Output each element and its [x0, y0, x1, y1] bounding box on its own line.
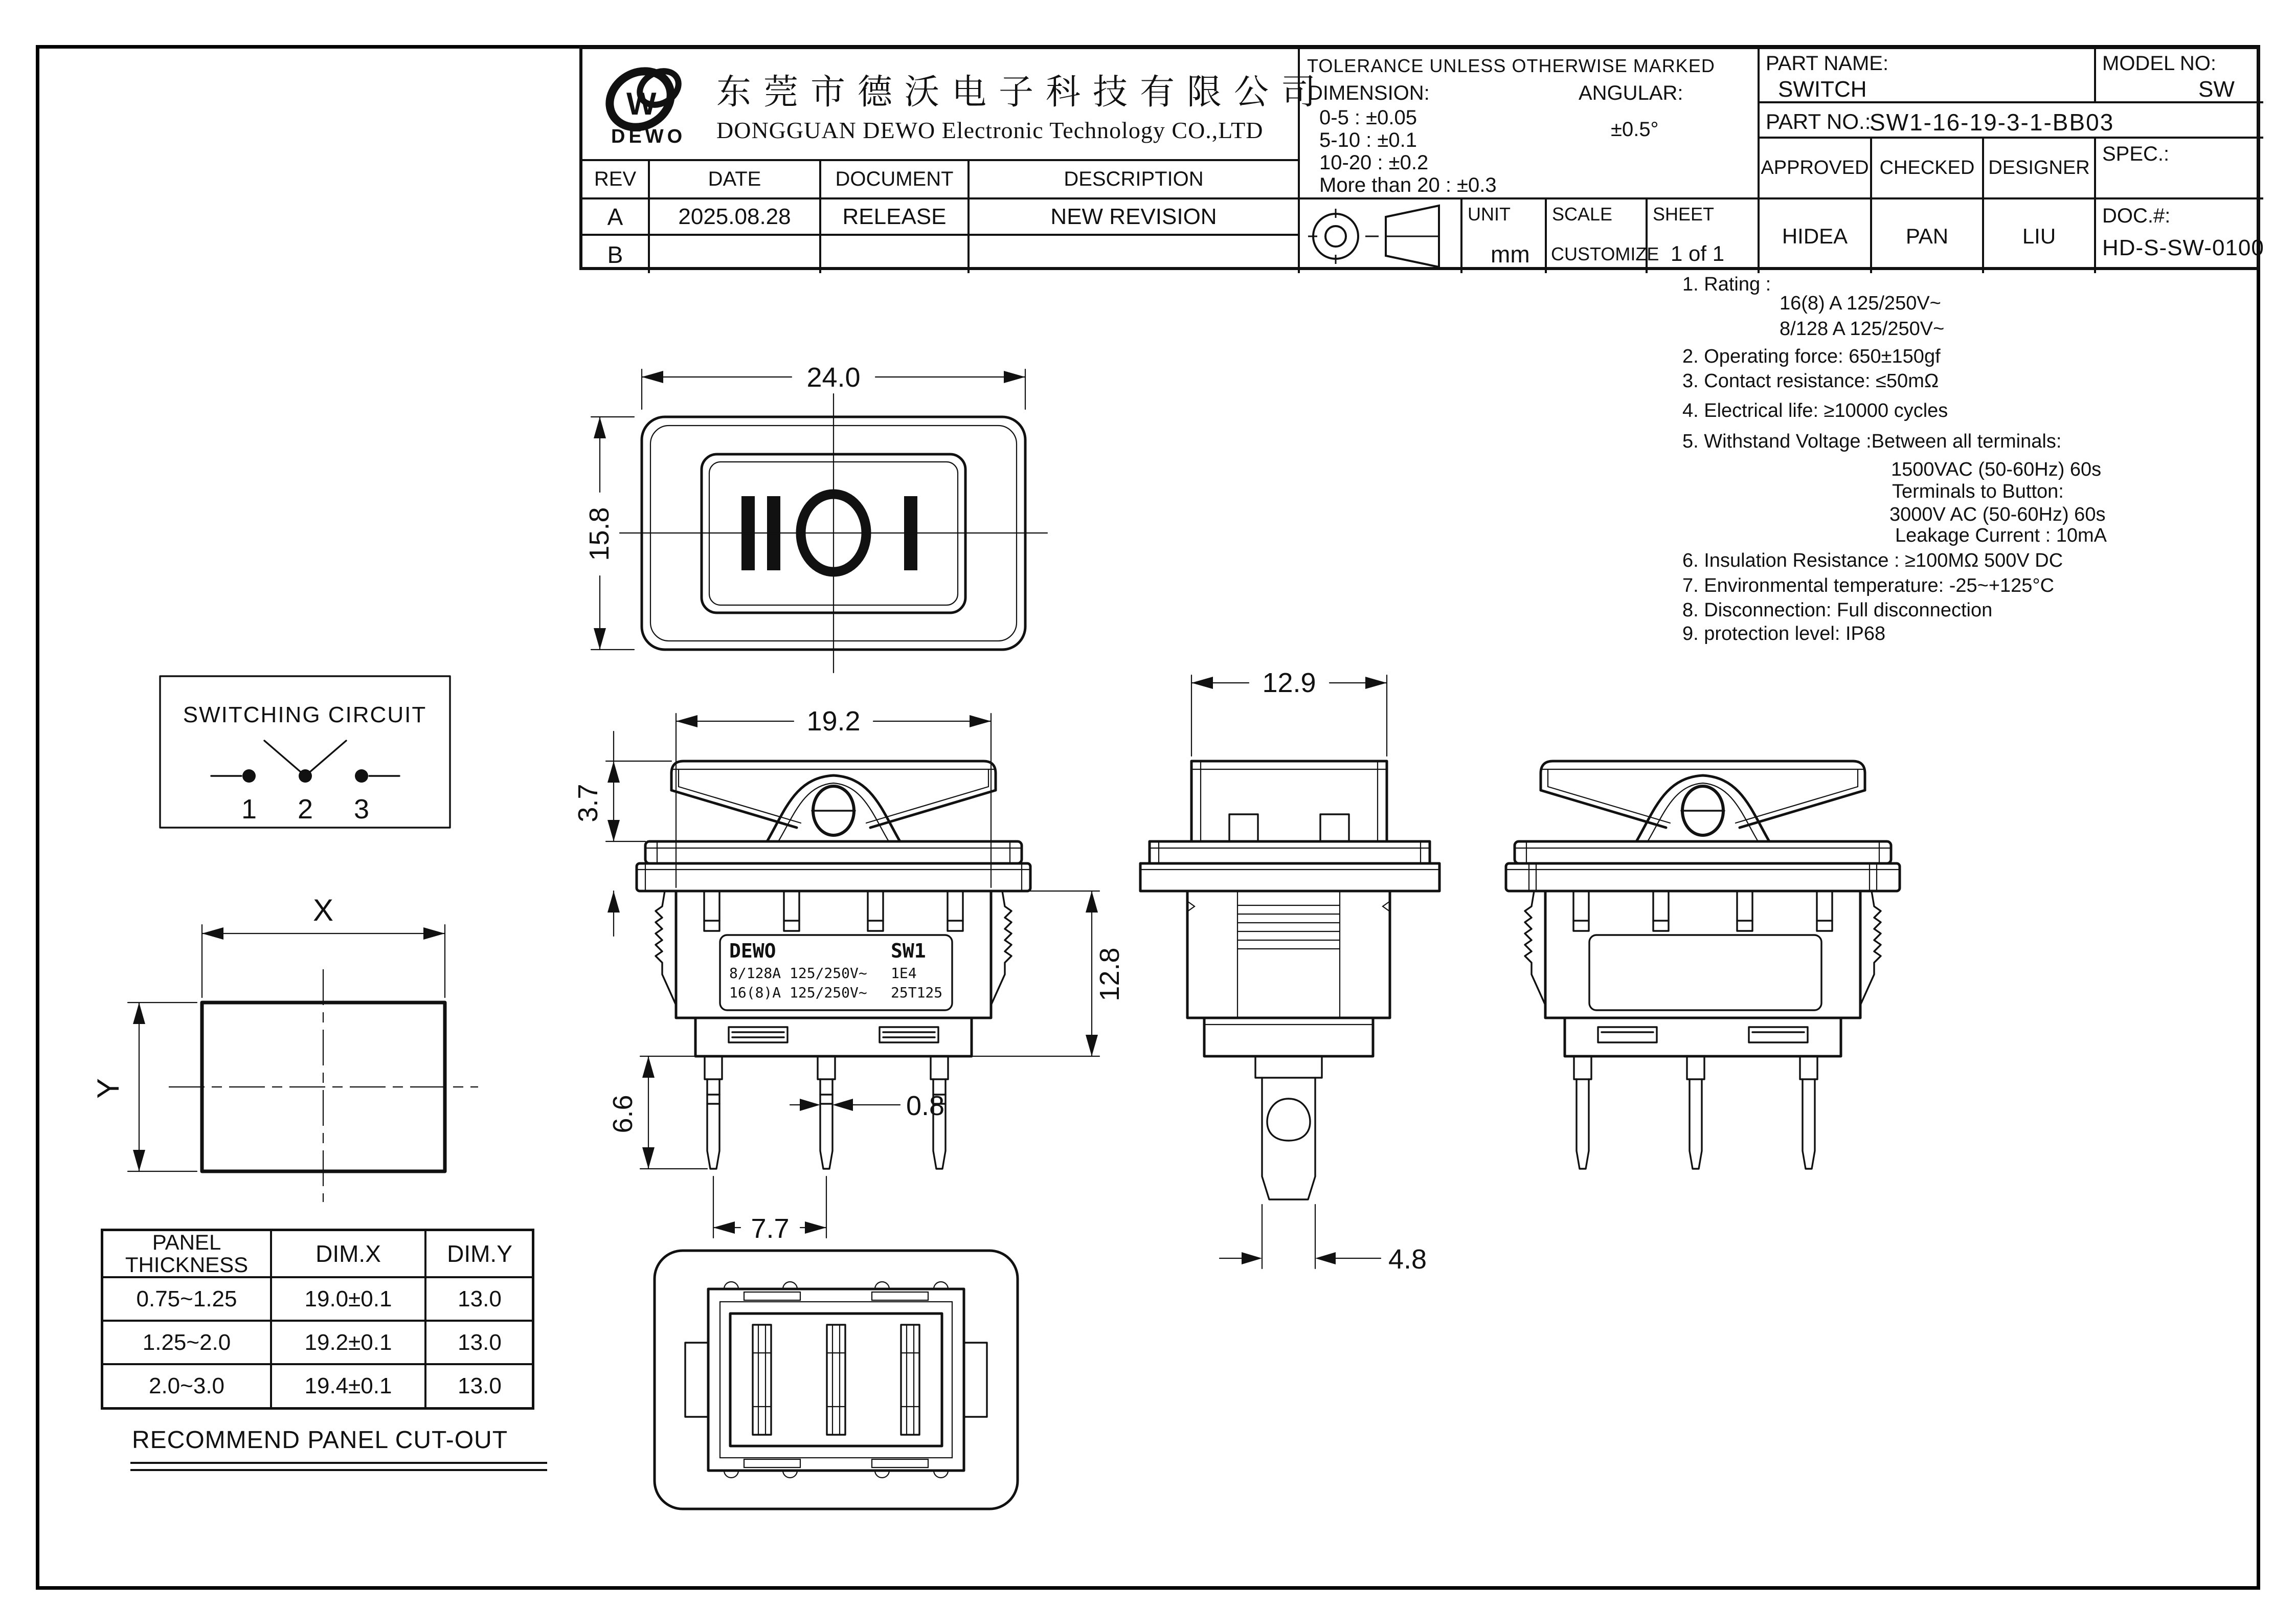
spec-line: 1500VAC (50-60Hz) 60s	[1891, 459, 2102, 480]
unit-label: UNIT	[1468, 204, 1511, 225]
doc-cell	[2096, 199, 2263, 273]
label-row2-left: 16(8)A 125/250V~	[729, 984, 867, 1001]
scale-label: SCALE	[1552, 204, 1613, 225]
scale-cell	[1547, 199, 1659, 273]
label-row2-right: 25T125	[891, 984, 943, 1001]
doc-label: DOC.#:	[2102, 205, 2171, 227]
tolerance-heading: TOLERANCE UNLESS OTHERWISE MARKED	[1307, 55, 1715, 76]
dim-side-terminal-width: 4.8	[1388, 1244, 1427, 1275]
dim-terminal-width: 0.8	[906, 1091, 945, 1121]
dim-terminal-pitch: 7.7	[751, 1213, 790, 1244]
switching-circuit	[160, 676, 450, 828]
part-name-cell	[1760, 49, 2096, 103]
third-angle-projection-icon	[1300, 199, 1462, 273]
spec-cell	[2096, 139, 2263, 199]
view-rear	[1506, 761, 1900, 1169]
dim-top-width: 24.0	[806, 362, 861, 393]
part-name-label: PART NAME:	[1766, 52, 1889, 75]
angular-label: ANGULAR:	[1579, 82, 1683, 104]
checked-header: CHECKED	[1872, 139, 1984, 199]
logo-text: DEWO	[611, 126, 686, 147]
dim-body-height: 12.8	[1094, 947, 1125, 1002]
table-cell: 19.4±0.1	[272, 1365, 426, 1407]
approved-header: APPROVED	[1760, 139, 1872, 199]
table-cell: 13.0	[426, 1278, 533, 1322]
dim-top-height: 15.8	[584, 507, 615, 561]
dimy-header: DIM.Y	[426, 1231, 533, 1278]
part-no-label: PART NO.:	[1766, 109, 1871, 134]
designer-value: LIU	[1984, 199, 2096, 273]
label-brand: DEWO	[729, 940, 776, 962]
table-cell: 19.2±0.1	[272, 1322, 426, 1365]
doc-value: HD-S-SW-0100	[2102, 235, 2264, 260]
recommend-underline-2	[130, 1469, 547, 1471]
panel-thickness-header	[103, 1231, 272, 1278]
rev-a-description: NEW REVISION	[970, 199, 1300, 236]
table-cell: 19.0±0.1	[272, 1278, 426, 1322]
label-row1-left: 8/128A 125/250V~	[729, 965, 867, 982]
projection-cell	[1300, 199, 1462, 273]
unit-value: mm	[1491, 241, 1530, 268]
document-header: DOCUMENT	[821, 161, 970, 199]
sheet-cell	[1648, 199, 1760, 273]
tolerance-row-4: More than 20 : ±0.3	[1319, 174, 1497, 196]
panel-thickness-table	[101, 1229, 534, 1410]
company-name-cn: 东莞市德沃电子科技有限公司	[716, 73, 1329, 112]
dimx-header: DIM.X	[272, 1231, 426, 1278]
view-side	[1140, 668, 1439, 1275]
recommend-underline-1	[130, 1462, 547, 1464]
pin-2: 2	[297, 794, 313, 825]
spec-line: 8. Disconnection: Full disconnection	[1682, 599, 1993, 621]
spec-line: 5. Withstand Voltage :Between all terminals:	[1682, 431, 2062, 452]
description-header: DESCRIPTION	[970, 161, 1300, 199]
switching-circuit-title: SWITCHING CIRCUIT	[183, 702, 427, 727]
label-row1-right: 1E4	[891, 965, 917, 982]
company-cell	[582, 49, 1329, 161]
spec-line: 4. Electrical life: ≥10000 cycles	[1682, 400, 1948, 421]
part-no-value: SW1-16-19-3-1-BB03	[1870, 109, 2114, 136]
company-logo	[597, 63, 707, 148]
spec-line: 2. Operating force: 650±150gf	[1682, 346, 1941, 367]
scale-value: CUSTOMIZE	[1551, 243, 1659, 264]
rev-a-date: 2025.08.28	[650, 199, 821, 236]
approved-value: HIDEA	[1760, 199, 1872, 273]
panel-header-line1: PANEL	[152, 1230, 221, 1254]
view-front	[573, 706, 1125, 1244]
dim-side-width: 12.9	[1262, 668, 1316, 698]
tolerance-row-2: 5-10 : ±0.1	[1319, 129, 1417, 151]
dimension-label: DIMENSION:	[1308, 82, 1430, 104]
panel-header-line2: THICKNESS	[125, 1253, 249, 1277]
unit-cell	[1462, 199, 1547, 273]
recommend-note: RECOMMEND PANEL CUT-OUT	[132, 1427, 508, 1454]
view-top	[584, 362, 1047, 673]
rev-b-date	[650, 236, 821, 273]
model-label: MODEL NO:	[2102, 52, 2216, 75]
spec-line: 16(8) A 125/250V~	[1780, 293, 1941, 314]
table-cell: 13.0	[458, 1373, 502, 1398]
spec-label: SPEC.:	[2102, 143, 2170, 165]
spec-line: 9. protection level: IP68	[1682, 623, 1886, 644]
tolerance-cell	[1300, 49, 1760, 199]
title-block	[579, 46, 2264, 270]
angular-value: ±0.5°	[1611, 118, 1659, 141]
rev-b-document	[821, 236, 970, 273]
tolerance-row-3: 10-20 : ±0.2	[1319, 151, 1429, 174]
spec-line: 8/128 A 125/250V~	[1780, 318, 1945, 340]
table-cell: 2.0~3.0	[103, 1365, 272, 1407]
dim-cutout-y: Y	[91, 1078, 125, 1099]
tolerance-row-1: 0-5 : ±0.05	[1319, 106, 1417, 129]
spec-line: 6. Insulation Resistance : ≥100MΩ 500V DC	[1682, 550, 2063, 571]
company-name-en: DONGGUAN DEWO Electronic Technology CO.,LTD	[716, 117, 1264, 143]
spec-line: Leakage Current : 10mA	[1895, 525, 2107, 546]
pin-3: 3	[353, 794, 370, 825]
rev-b: B	[582, 236, 650, 273]
dim-rocker-height: 3.7	[573, 784, 603, 822]
label-model: SW1	[891, 940, 926, 962]
sheet-label: SHEET	[1653, 204, 1715, 225]
part-no-cell	[1760, 103, 2263, 139]
table-cell: 1.25~2.0	[103, 1322, 272, 1365]
model-value: SW	[2198, 77, 2235, 102]
spec-line: 3000V AC (50-60Hz) 60s	[1889, 504, 2106, 525]
rev-header: REV	[582, 161, 650, 199]
model-cell	[2096, 49, 2263, 103]
table-cell: 0.75~1.25	[103, 1278, 272, 1322]
svg-text:W: W	[626, 86, 657, 122]
table-cell: 13.0	[426, 1322, 533, 1365]
checked-value: PAN	[1872, 199, 1984, 273]
dim-terminal-length: 6.6	[607, 1095, 638, 1133]
dim-cutout-x: X	[312, 893, 334, 927]
pin-1: 1	[241, 794, 257, 825]
date-header: DATE	[650, 161, 821, 199]
rev-b-description	[970, 236, 1300, 273]
spec-line: 1. Rating :	[1682, 274, 1771, 295]
spec-line: 3. Contact resistance: ≤50mΩ	[1682, 370, 1939, 392]
spec-line: 7. Environmental temperature: -25~+125°C	[1682, 575, 2055, 596]
designer-header: DESIGNER	[1984, 139, 2096, 199]
view-bottom	[655, 1251, 1018, 1509]
spec-line: Terminals to Button:	[1892, 481, 2064, 502]
rev-a-document: RELEASE	[821, 199, 970, 236]
sheet-value: 1 of 1	[1671, 241, 1725, 265]
view-cutout	[91, 893, 478, 1202]
rev-a: A	[582, 199, 650, 236]
dim-front-width: 19.2	[806, 706, 861, 737]
part-name-value: SWITCH	[1778, 77, 1867, 102]
